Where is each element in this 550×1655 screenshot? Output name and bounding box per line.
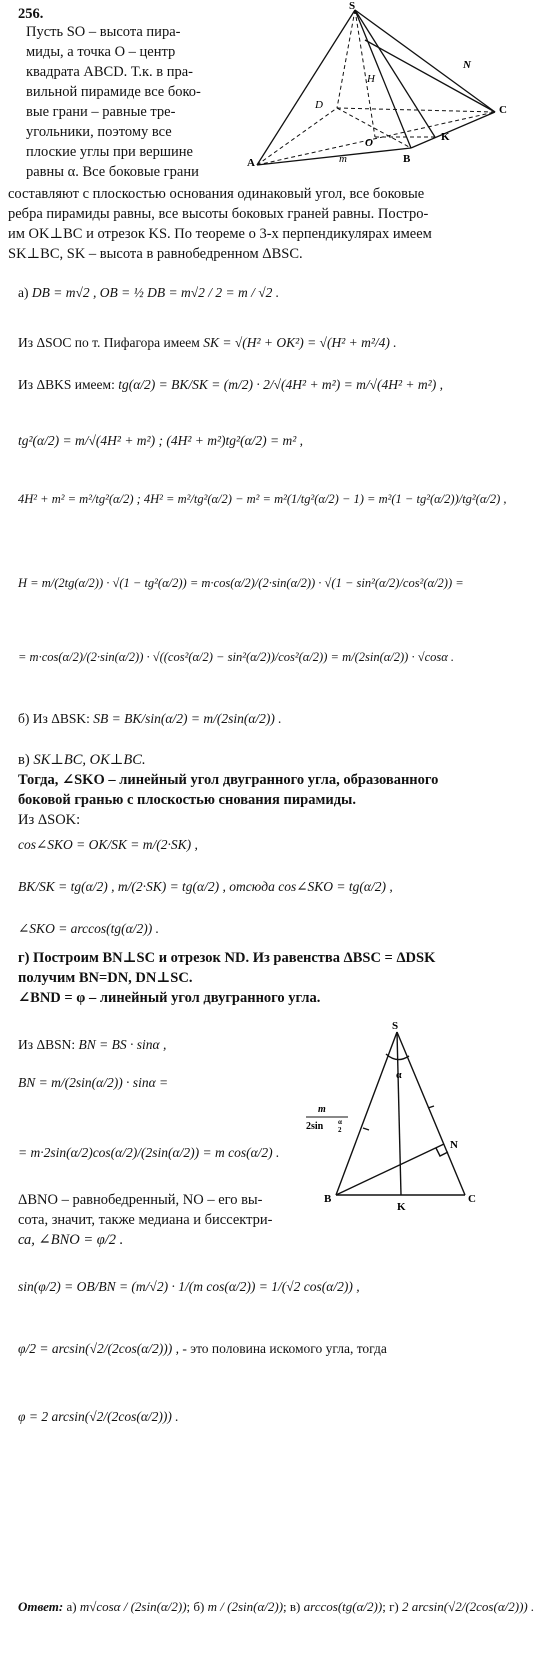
intro-full-line: ребра пирамиды равны, все высоты боковых граней равны. Постро- <box>8 206 429 222</box>
label-m: m <box>339 153 347 165</box>
pyramid-figure <box>245 0 545 185</box>
intro-full-line: им OK⊥BC и отрезок KS. По теореме о 3-х перпендикулярах имеем <box>8 226 432 242</box>
part-g-formula1: BN = BS · sinα , <box>78 1037 167 1052</box>
intro-line: квадрата ABCD. Т.к. в пра- <box>26 64 194 80</box>
part-b <box>18 710 282 728</box>
answer-b-value: m / (2sin(α/2)) <box>207 1599 284 1614</box>
answer-g-label: г) <box>389 1599 399 1614</box>
part-a-line2 <box>18 334 397 352</box>
part-a-formula7: = m·cos(α/2)/(2·sin(α/2)) · √((cos²(α/2) − sin²(α/2))/cos²(α/2)) = m/(2sin(α/2)) · √cosα . <box>18 650 455 664</box>
part-a-formula4: tg²(α/2) = m/√(4H² + m²) ; (4H² + m²)tg²(α/2) = m² , <box>18 433 304 448</box>
part-a-formula2: SK = √(H² + OK²) = √(H² + m²/4) . <box>203 335 397 350</box>
part-a-line1 <box>18 284 279 302</box>
part-a-formula6: H = m/(2tg(α/2)) · √(1 − tg²(α/2)) = m·cos(α/2)/(2·sin(α/2)) · √(1 − sin²(α/2)/cos²(α/2)) = <box>18 576 464 590</box>
part-g-text <box>18 948 543 1008</box>
intro-line: угольники, поэтому все <box>26 124 172 140</box>
intro-line: Пусть SO – высота пира- <box>26 24 181 40</box>
part-a-formula3: tg(α/2) = BK/SK = (m/2) · 2/√(4H² + m²) = m/√(4H² + m²) , <box>118 377 443 392</box>
answer-a-label: а) <box>66 1599 77 1614</box>
part-a-line3 <box>18 376 443 394</box>
part-v-head-text: SK⊥BC, OK⊥BC. <box>33 752 146 768</box>
part-g-from-text: Из ΔBSN: <box>18 1037 76 1052</box>
part-g-line <box>18 948 543 968</box>
intro-line: плоские углы при вершине <box>26 144 193 160</box>
fig2-label-K: K <box>397 1201 406 1213</box>
part-g-iso <box>18 1190 318 1250</box>
intro-text-full <box>8 184 543 264</box>
problem-number: 256. <box>18 6 44 22</box>
part-v-from: Из ΔSOK: <box>18 812 81 828</box>
label-H: H <box>367 73 375 85</box>
fig2-label-alpha: α <box>396 1070 402 1081</box>
intro-line: вые грани – равные тре- <box>26 104 176 120</box>
part-g-formula4: sin(φ/2) = OB/BN = (m/√2) · 1/(m cos(α/2)) = 1/(√2 cos(α/2)) , <box>18 1279 360 1294</box>
part-v-formula2: BK/SK = tg(α/2) , m/(2·SK) = tg(α/2) , отсюда cos∠SKO = tg(α/2) , <box>18 879 393 894</box>
part-b-text: Из ΔBSK: <box>32 711 90 726</box>
part-v-head <box>18 750 146 770</box>
answer-v-value: arccos(tg(α/2)) <box>303 1599 383 1614</box>
fig2-label-m: m <box>318 1104 326 1115</box>
part-a-formula5: 4H² + m² = m²/tg²(α/2) ; 4H² = m²/tg²(α/2) − m² = m²(1/tg²(α/2) − 1) = m²(1 − tg²(α/2))/tg²(α/2) , <box>18 492 507 506</box>
label-O: O <box>365 137 373 149</box>
part-g-formula2: BN = m/(2sin(α/2)) · sinα = <box>18 1075 169 1090</box>
intro-full-line: составляют с плоскостью основания одинаковый угол, все боковые <box>8 186 425 202</box>
answer-v-label: в) <box>289 1599 301 1614</box>
part-g-text5: - это половина искомого угла, тогда <box>182 1341 387 1356</box>
answer-label: Ответ: <box>18 1599 64 1614</box>
fig2-label-B: B <box>324 1193 332 1205</box>
label-K: K <box>441 131 450 143</box>
label-S: S <box>349 0 356 12</box>
part-v-formula3: ∠SKO = arccos(tg(α/2)) . <box>18 921 159 936</box>
part-g-line-0: Построим BN⊥SC и отрезок ND. Из равенства ΔBSC = ΔDSK <box>33 950 436 966</box>
part-v-label: в) <box>18 752 30 768</box>
intro-text-narrow <box>26 22 236 182</box>
fig2-label-N: N <box>450 1139 458 1151</box>
intro-line: вильной пирамиде все боко- <box>26 84 201 100</box>
answer-b-label: б) <box>193 1599 205 1614</box>
part-g-line5 <box>18 1340 387 1358</box>
triangle-figure <box>300 1020 500 1220</box>
answer-g-value: 2 arcsin(√2/(2cos(α/2))) . <box>401 1599 535 1614</box>
label-C: C <box>499 104 507 116</box>
part-v-line: Тогда, ∠SKO – линейный угол двугранного угла, образованного <box>18 772 439 788</box>
fig2-label-den: 2sin <box>306 1121 324 1132</box>
answer-a-value: m√cosα / (2sin(α/2)) <box>79 1599 187 1614</box>
part-v-line: боковой гранью с плоскостью снования пирамиды. <box>18 792 357 808</box>
part-g-formula6: φ = 2 arcsin(√2/(2cos(α/2))) . <box>18 1409 179 1424</box>
part-g-formula5: φ/2 = arcsin(√2/(2cos(α/2))) , <box>18 1341 180 1356</box>
part-g-formula3: = m·2sin(α/2)cos(α/2)/(2sin(α/2)) = m cos(α/2) . <box>18 1145 280 1160</box>
part-g-iso-end: са, ∠BNO = φ/2 . <box>18 1232 124 1248</box>
part-a-text2: Из ΔSOC по т. Пифагора имеем <box>18 335 200 350</box>
part-g-iso-line: ΔBNO – равнобедренный, NO – его вы- <box>18 1192 263 1208</box>
part-v-formula1: cos∠SKO = OK/SK = m/(2·SK) , <box>18 837 198 852</box>
part-a-text3: Из ΔBKS имеем: <box>18 377 115 392</box>
part-g-iso-line: сота, значит, также медиана и биссектри- <box>18 1212 273 1228</box>
fig2-label-S: S <box>392 1020 399 1032</box>
answer: Ответ: а) m√cosα / (2sin(α/2)); б) m / (2sin(α/2)); в) arccos(tg(α/2)); г) 2 arcsin(√2/(2cos(α/2))) . <box>18 1599 535 1614</box>
part-b-formula: SB = BK/sin(α/2) = m/(2sin(α/2)) . <box>93 711 282 726</box>
label-D: D <box>315 99 323 111</box>
intro-line: миды, а точка O – центр <box>26 44 176 60</box>
part-g-line: получим BN=DN, DN⊥SC. <box>18 970 193 986</box>
fig2-label-two: 2 <box>338 1126 342 1134</box>
intro-line: равны α. Все боковые грани <box>26 164 199 180</box>
part-g-line: ∠BND = φ – линейный угол двугранного угла. <box>18 990 321 1006</box>
part-g-from <box>18 1036 166 1054</box>
part-a-label: а) <box>18 285 29 300</box>
label-B: B <box>403 153 411 165</box>
part-a-formula1: DB = m√2 , OB = ½ DB = m√2 / 2 = m / √2 . <box>31 285 280 300</box>
fig2-label-C: C <box>468 1193 476 1205</box>
label-A: A <box>247 157 255 169</box>
part-b-label: б) <box>18 711 30 726</box>
label-N: N <box>463 59 471 71</box>
part-g-label: г) <box>18 950 30 966</box>
fig2-label-phi: α <box>338 1118 342 1126</box>
intro-full-line: SK⊥BC, SK – высота в равнобедренном ΔBSC. <box>8 246 303 262</box>
part-v-text <box>18 770 543 810</box>
